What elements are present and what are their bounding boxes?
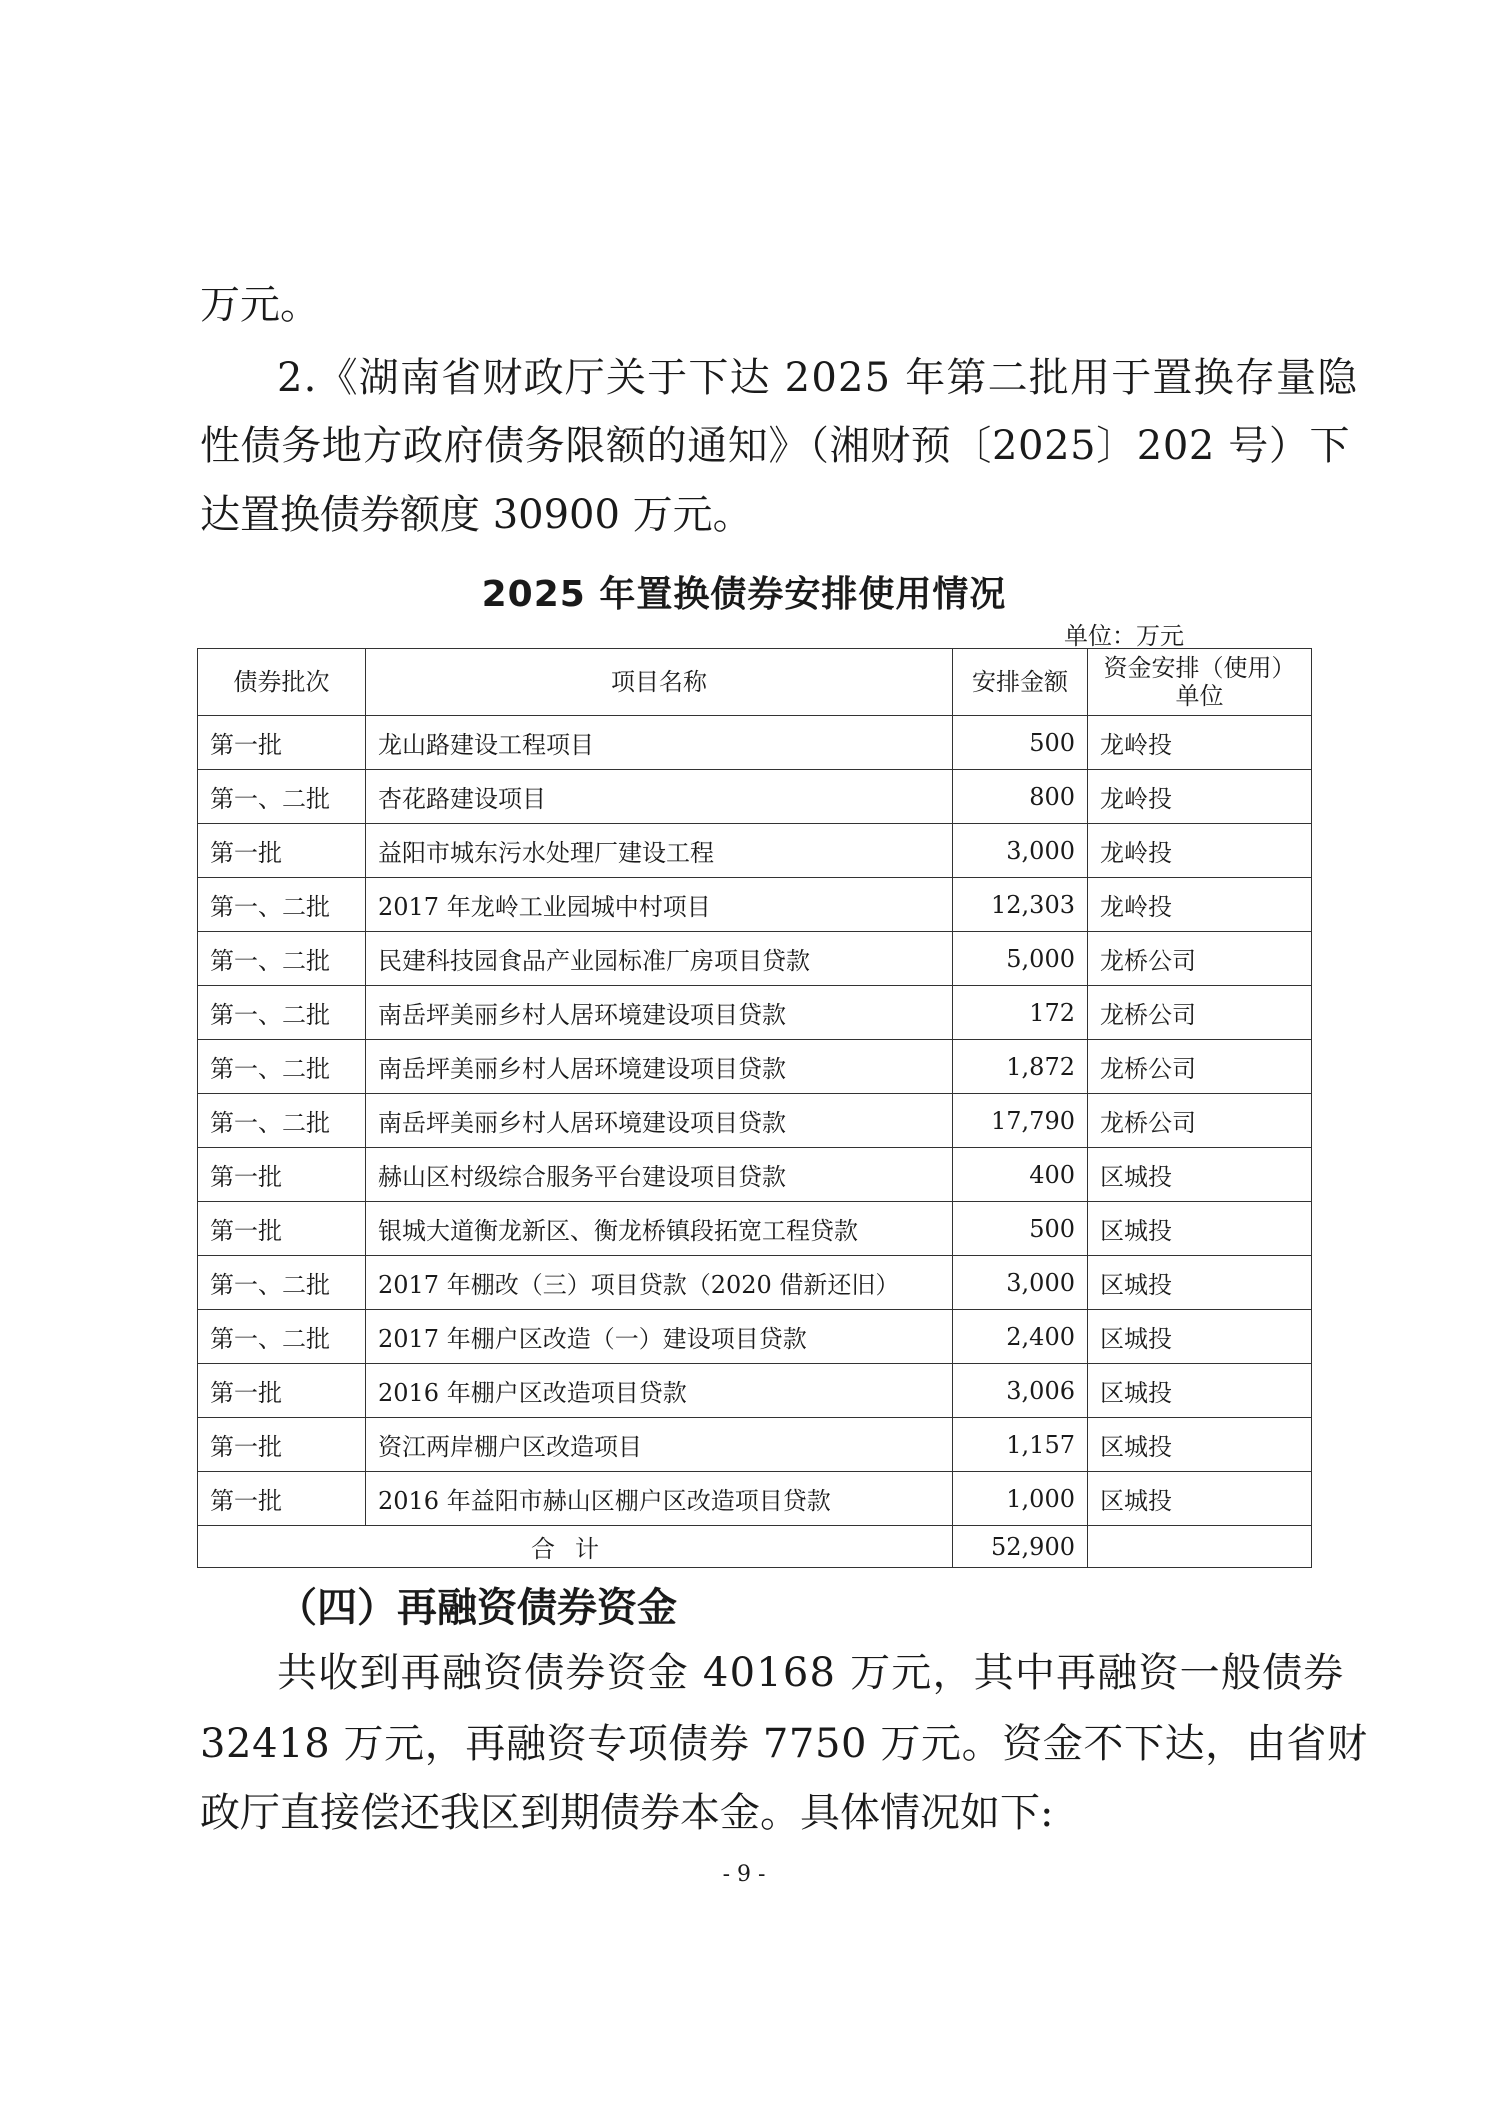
cell-amount: 17,790 (953, 1094, 1088, 1148)
table-title: 2025 年置换债券安排使用情况 (481, 574, 1007, 615)
table-row (198, 1202, 1312, 1256)
section-line-2: 32418 万元，再融资专项债券 7750 万元。资金不下达，由省财 (200, 1721, 1368, 1767)
table-row (198, 770, 1312, 824)
table-row (198, 986, 1312, 1040)
total-empty (1088, 1526, 1312, 1568)
total-label: 合计 (198, 1526, 953, 1568)
section-line-3: 政厅直接偿还我区到期债券本金。具体情况如下: (200, 1790, 1054, 1836)
cell-project: 南岳坪美丽乡村人居环境建设项目贷款 (366, 1040, 953, 1094)
cell-batch: 第一、二批 (198, 932, 366, 986)
cell-unit: 龙桥公司 (1088, 1094, 1312, 1148)
cell-project: 民建科技园食品产业园标准厂房项目贷款 (366, 932, 953, 986)
cell-project: 资江两岸棚户区改造项目 (366, 1418, 953, 1472)
intro-line-2: 2.《湖南省财政厅关于下达 2025 年第二批用于置换存量隐 (277, 355, 1359, 401)
cell-project: 银城大道衡龙新区、衡龙桥镇段拓宽工程贷款 (366, 1202, 953, 1256)
table-row (198, 932, 1312, 986)
header-batch: 债券批次 (198, 649, 366, 716)
header-unit: 资金安排（使用）单位 (1088, 649, 1312, 716)
table-row (198, 1040, 1312, 1094)
cell-amount: 500 (953, 716, 1088, 770)
cell-amount: 800 (953, 770, 1088, 824)
cell-batch: 第一、二批 (198, 770, 366, 824)
cell-amount: 3,000 (953, 1256, 1088, 1310)
cell-batch: 第一批 (198, 1418, 366, 1472)
section-heading: （四）再融资债券资金 (277, 1585, 677, 1631)
cell-batch: 第一、二批 (198, 1040, 366, 1094)
cell-amount: 5,000 (953, 932, 1088, 986)
cell-batch: 第一、二批 (198, 1256, 366, 1310)
unit-label: 单位：万元 (1064, 622, 1184, 650)
cell-batch: 第一批 (198, 824, 366, 878)
cell-batch: 第一批 (198, 1364, 366, 1418)
cell-project: 南岳坪美丽乡村人居环境建设项目贷款 (366, 1094, 953, 1148)
cell-amount: 1,157 (953, 1418, 1088, 1472)
table-row (198, 1364, 1312, 1418)
cell-batch: 第一批 (198, 716, 366, 770)
cell-amount: 2,400 (953, 1310, 1088, 1364)
cell-batch: 第一批 (198, 1472, 366, 1526)
table-row (198, 1418, 1312, 1472)
cell-unit: 龙桥公司 (1088, 1040, 1312, 1094)
table-row (198, 1148, 1312, 1202)
cell-unit: 区城投 (1088, 1364, 1312, 1418)
cell-unit: 龙岭投 (1088, 770, 1312, 824)
table-row (198, 1310, 1312, 1364)
total-row (198, 1526, 1312, 1568)
table-row (198, 1256, 1312, 1310)
cell-amount: 500 (953, 1202, 1088, 1256)
table-header-row (198, 649, 1312, 716)
intro-line-3: 性债务地方政府债务限额的通知》（湘财预〔2025〕202 号）下 (200, 423, 1351, 469)
cell-amount: 1,872 (953, 1040, 1088, 1094)
cell-unit: 龙桥公司 (1088, 986, 1312, 1040)
table-row (198, 878, 1312, 932)
cell-unit: 区城投 (1088, 1472, 1312, 1526)
cell-unit: 龙岭投 (1088, 878, 1312, 932)
cell-project: 南岳坪美丽乡村人居环境建设项目贷款 (366, 986, 953, 1040)
cell-project: 益阳市城东污水处理厂建设工程 (366, 824, 953, 878)
cell-unit: 龙岭投 (1088, 716, 1312, 770)
table-row (198, 1472, 1312, 1526)
table-row (198, 824, 1312, 878)
cell-batch: 第一批 (198, 1148, 366, 1202)
bond-table (197, 648, 1312, 1568)
cell-batch: 第一批 (198, 1202, 366, 1256)
cell-project: 2016 年益阳市赫山区棚户区改造项目贷款 (366, 1472, 953, 1526)
cell-unit: 区城投 (1088, 1202, 1312, 1256)
table-row (198, 1094, 1312, 1148)
cell-amount: 3,000 (953, 824, 1088, 878)
total-value: 52,900 (953, 1526, 1088, 1568)
cell-batch: 第一、二批 (198, 986, 366, 1040)
cell-unit: 区城投 (1088, 1148, 1312, 1202)
header-amount: 安排金额 (953, 649, 1088, 716)
cell-project: 2017 年龙岭工业园城中村项目 (366, 878, 953, 932)
page-number: - 9 - (722, 1862, 766, 1887)
cell-project: 2016 年棚户区改造项目贷款 (366, 1364, 953, 1418)
table-row (198, 716, 1312, 770)
cell-project: 2017 年棚户区改造（一）建设项目贷款 (366, 1310, 953, 1364)
cell-unit: 区城投 (1088, 1418, 1312, 1472)
intro-line-1: 万元。 (200, 282, 320, 328)
cell-amount: 3,006 (953, 1364, 1088, 1418)
cell-amount: 172 (953, 986, 1088, 1040)
section-line-1: 共收到再融资债券资金 40168 万元，其中再融资一般债券 (277, 1650, 1345, 1696)
cell-project: 龙山路建设工程项目 (366, 716, 953, 770)
cell-project: 2017 年棚改（三）项目贷款（2020 借新还旧） (366, 1256, 953, 1310)
cell-amount: 12,303 (953, 878, 1088, 932)
cell-unit: 龙桥公司 (1088, 932, 1312, 986)
cell-unit: 区城投 (1088, 1256, 1312, 1310)
cell-batch: 第一、二批 (198, 1310, 366, 1364)
cell-unit: 龙岭投 (1088, 824, 1312, 878)
cell-project: 杏花路建设项目 (366, 770, 953, 824)
cell-amount: 1,000 (953, 1472, 1088, 1526)
cell-unit: 区城投 (1088, 1310, 1312, 1364)
cell-batch: 第一、二批 (198, 878, 366, 932)
table-body (198, 716, 1312, 1526)
intro-line-4: 达置换债券额度 30900 万元。 (200, 492, 753, 538)
header-project: 项目名称 (366, 649, 953, 716)
cell-batch: 第一、二批 (198, 1094, 366, 1148)
cell-project: 赫山区村级综合服务平台建设项目贷款 (366, 1148, 953, 1202)
cell-amount: 400 (953, 1148, 1088, 1202)
